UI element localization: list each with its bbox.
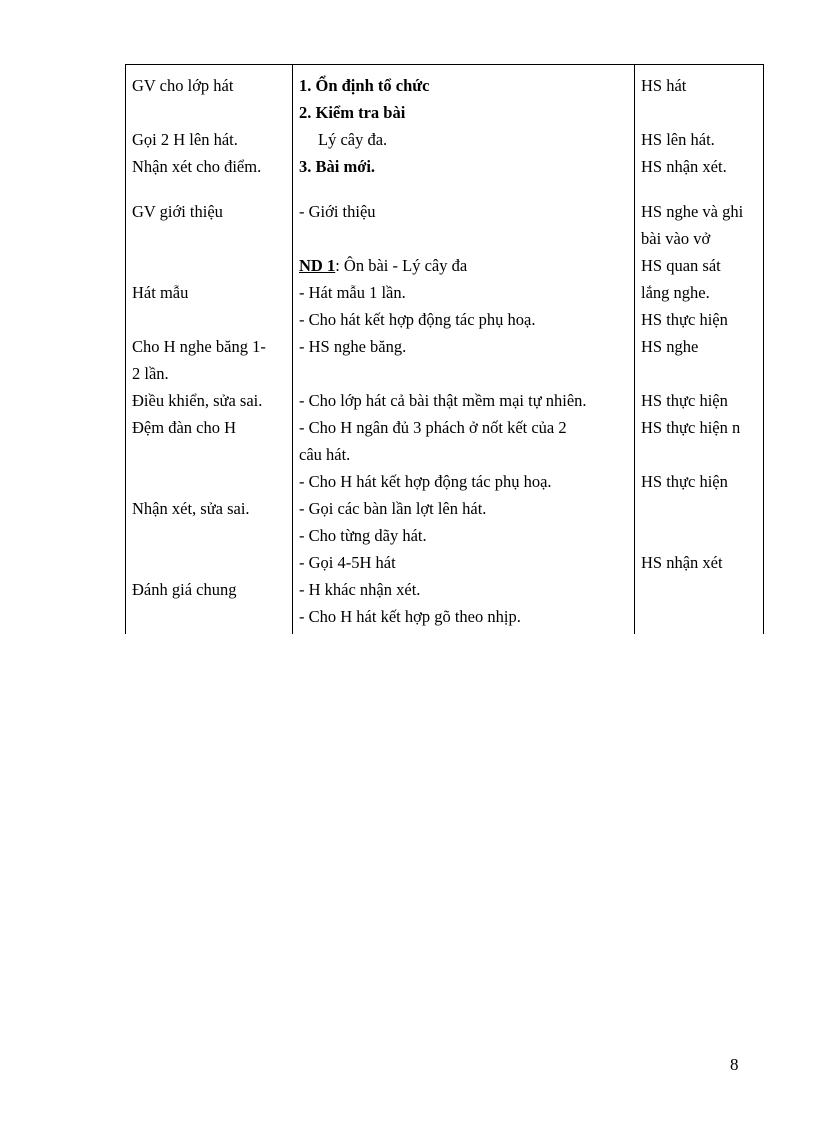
- student-activity: HS thực hiện n: [641, 418, 741, 437]
- student-activity: bài vào vở: [641, 229, 711, 248]
- content-line: [299, 256, 467, 276]
- student-activity: HS lên hát.: [641, 130, 715, 149]
- student-activity: lắng nghe.: [641, 283, 710, 302]
- student-activity: HS nghe và ghi: [641, 202, 744, 221]
- teacher-activity: Hát mẫu: [132, 283, 189, 302]
- student-activity: HS nghe: [641, 337, 699, 356]
- section-heading: 1. Ổn định tổ chức: [299, 76, 430, 95]
- student-activity: HS thực hiện: [641, 391, 728, 410]
- content-line: - Cho lớp hát cả bài thật mềm mại tự nhiên.: [299, 391, 587, 410]
- student-activity: HS thực hiện: [641, 310, 728, 329]
- teacher-activity: Nhận xét, sửa sai.: [132, 499, 250, 518]
- teacher-activity: GV cho lớp hát: [132, 76, 234, 95]
- teacher-activity: 2 lần.: [132, 364, 169, 383]
- teacher-activity: Cho H nghe băng 1-: [132, 337, 266, 356]
- table-right-border: [763, 64, 764, 634]
- content-line: - Cho hát kết hợp động tác phụ hoạ.: [299, 310, 536, 329]
- page-number: 8: [730, 1055, 739, 1074]
- student-activity: HS quan sát: [641, 256, 721, 275]
- table-top-border: [125, 64, 764, 65]
- student-activity: HS nhận xét: [641, 553, 723, 572]
- content-label: ND 1: [299, 256, 336, 275]
- content-line: câu hát.: [299, 445, 351, 464]
- teacher-activity: Gọi 2 H lên hát.: [132, 130, 238, 149]
- content-line: - Giới thiệu: [299, 202, 376, 221]
- teacher-activity: Đánh giá chung: [132, 580, 237, 599]
- content-line: - Cho H hát kết hợp động tác phụ hoạ.: [299, 472, 552, 491]
- content-line: - H khác nhận xét.: [299, 580, 421, 599]
- student-activity: HS hát: [641, 76, 687, 95]
- content-line: - HS nghe băng.: [299, 337, 407, 356]
- student-activity: HS thực hiện: [641, 472, 728, 491]
- teacher-activity: Điều khiển, sửa sai.: [132, 391, 263, 410]
- teacher-activity: GV giới thiệu: [132, 202, 223, 221]
- content-line: - Cho H hát kết hợp gõ theo nhịp.: [299, 607, 521, 626]
- content-line: - Cho H ngân đủ 3 phách ở nốt kết của 2: [299, 418, 567, 437]
- student-activity: HS nhận xét.: [641, 157, 727, 176]
- column-divider: [292, 64, 293, 634]
- content-line: Lý cây đa.: [318, 130, 388, 149]
- section-heading: 2. Kiểm tra bài: [299, 103, 406, 122]
- lesson-table: [125, 64, 764, 634]
- content-text: : Ôn bài - Lý cây đa: [335, 256, 468, 275]
- table-left-border: [125, 64, 126, 634]
- teacher-activity: Đệm đàn cho H: [132, 418, 237, 437]
- content-line: - Hát mẫu 1 lần.: [299, 283, 406, 302]
- column-divider: [634, 64, 635, 634]
- content-line: - Gọi các bàn lần lợt lên hát.: [299, 499, 487, 518]
- teacher-activity: Nhận xét cho điểm.: [132, 157, 262, 176]
- content-line: - Cho từng dãy hát.: [299, 526, 427, 545]
- section-heading: 3. Bài mới.: [299, 157, 376, 176]
- content-line: - Gọi 4-5H hát: [299, 553, 396, 572]
